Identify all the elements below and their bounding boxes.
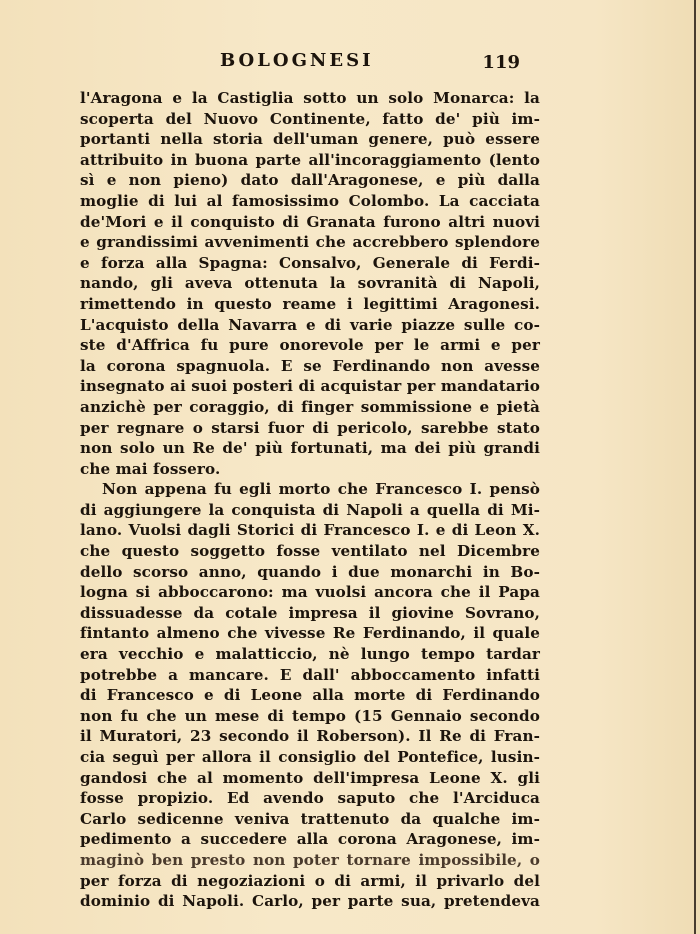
text-line: di aggiungere la conquista di Napoli a quella di Mi- bbox=[80, 500, 540, 519]
text-line: de'Mori e il conquisto di Granata furono altri nuovi bbox=[80, 212, 540, 231]
page-edge-shadow bbox=[694, 0, 696, 934]
page-number: 119 bbox=[482, 52, 520, 73]
text-line: rimettendo in questo reame i legittimi Aragonesi. bbox=[80, 294, 540, 313]
text-line: ste d'Affrica fu pure onorevole per le armi e per bbox=[80, 336, 540, 355]
text-line: attribuito in buona parte all'incoraggiamento (lento bbox=[80, 150, 540, 169]
running-head bbox=[80, 50, 520, 78]
text-line: L'acquisto della Navarra e di varie piazze sulle co- bbox=[80, 315, 540, 334]
text-line: nando, gli aveva ottenuta la sovranità di Napoli, bbox=[80, 274, 540, 293]
text-line: che mai fossero. bbox=[80, 459, 221, 478]
text-line: moglie di lui al famosissimo Colombo. La cacciata bbox=[80, 191, 540, 210]
text-line: logna si abboccarono: ma vuolsi ancora che il Papa bbox=[80, 583, 540, 602]
text-line: Non appena fu egli morto che Francesco I. pensò bbox=[102, 480, 540, 499]
text-line: non solo un Re de' più fortunati, ma dei più grandi bbox=[80, 439, 540, 458]
text-line: pedimento a succedere alla corona Aragonese, im- bbox=[80, 830, 540, 849]
text-line: che questo soggetto fosse ventilato nel Dicembre bbox=[80, 542, 540, 561]
text-line: Carlo sedicenne veniva trattenuto da qualche im- bbox=[80, 809, 540, 828]
text-line: potrebbe a mancare. E dall' abboccamento infatti bbox=[80, 665, 540, 684]
text-line: dominio di Napoli. Carlo, per parte sua, pretendeva bbox=[80, 892, 540, 911]
text-line: l'Aragona e la Castiglia sotto un solo Monarca: la bbox=[80, 89, 540, 107]
text-line: dissuadesse da cotale impresa il giovine Sovrano, bbox=[80, 603, 540, 622]
text-line: fintanto almeno che vivesse Re Ferdinando, il quale bbox=[80, 624, 540, 643]
text-line: anzichè per coraggio, di finger sommissione e pietà bbox=[80, 397, 540, 416]
text-line: fosse propizio. Ed avendo saputo che l'Arciduca bbox=[80, 789, 540, 808]
text-line: e forza alla Spagna: Consalvo, Generale di Ferdi- bbox=[80, 253, 540, 272]
text-line: maginò ben presto non poter tornare impossibile, o bbox=[80, 850, 540, 869]
text-line: sì e non pieno) dato dall'Aragonese, e più dalla bbox=[80, 171, 540, 190]
paragraph-2 bbox=[80, 479, 540, 911]
paragraph-1 bbox=[80, 88, 540, 479]
text-line: di Francesco e di Leone alla morte di Ferdinando bbox=[80, 686, 540, 705]
text-line: non fu che un mese di tempo (15 Gennaio secondo bbox=[80, 706, 540, 725]
body-text bbox=[80, 88, 540, 912]
text-line: la corona spagnuola. E se Ferdinando non avesse bbox=[80, 356, 540, 375]
text-line: cia seguì per allora il consiglio del Pontefice, lusin- bbox=[80, 748, 540, 766]
running-head-title: BOLOGNESI bbox=[220, 50, 374, 71]
text-line: lano. Vuolsi dagli Storici di Francesco I. e di Leon X. bbox=[80, 521, 540, 540]
text-line: portanti nella storia dell'uman genere, può essere bbox=[80, 130, 540, 149]
text-line: insegnato ai suoi posteri di acquistar per mandatario bbox=[80, 377, 540, 396]
text-line: e grandissimi avvenimenti che accrebbero splendore bbox=[80, 233, 540, 252]
text-line: dello scorso anno, quando i due monarchi in Bo- bbox=[80, 562, 540, 581]
text-line: per regnare o starsi fuor di pericolo, sarebbe stato bbox=[80, 418, 540, 437]
text-line: per forza di negoziazioni o di armi, il privarlo del bbox=[80, 871, 540, 890]
text-line: gandosi che al momento dell'impresa Leone X. gli bbox=[80, 768, 540, 787]
text-line: era vecchio e malatticcio, nè lungo tempo tardar bbox=[80, 645, 540, 664]
text-line: scoperta del Nuovo Continente, fatto de' più im- bbox=[80, 109, 540, 128]
text-line: il Muratori, 23 secondo il Roberson). Il Re di Fran- bbox=[80, 727, 540, 746]
